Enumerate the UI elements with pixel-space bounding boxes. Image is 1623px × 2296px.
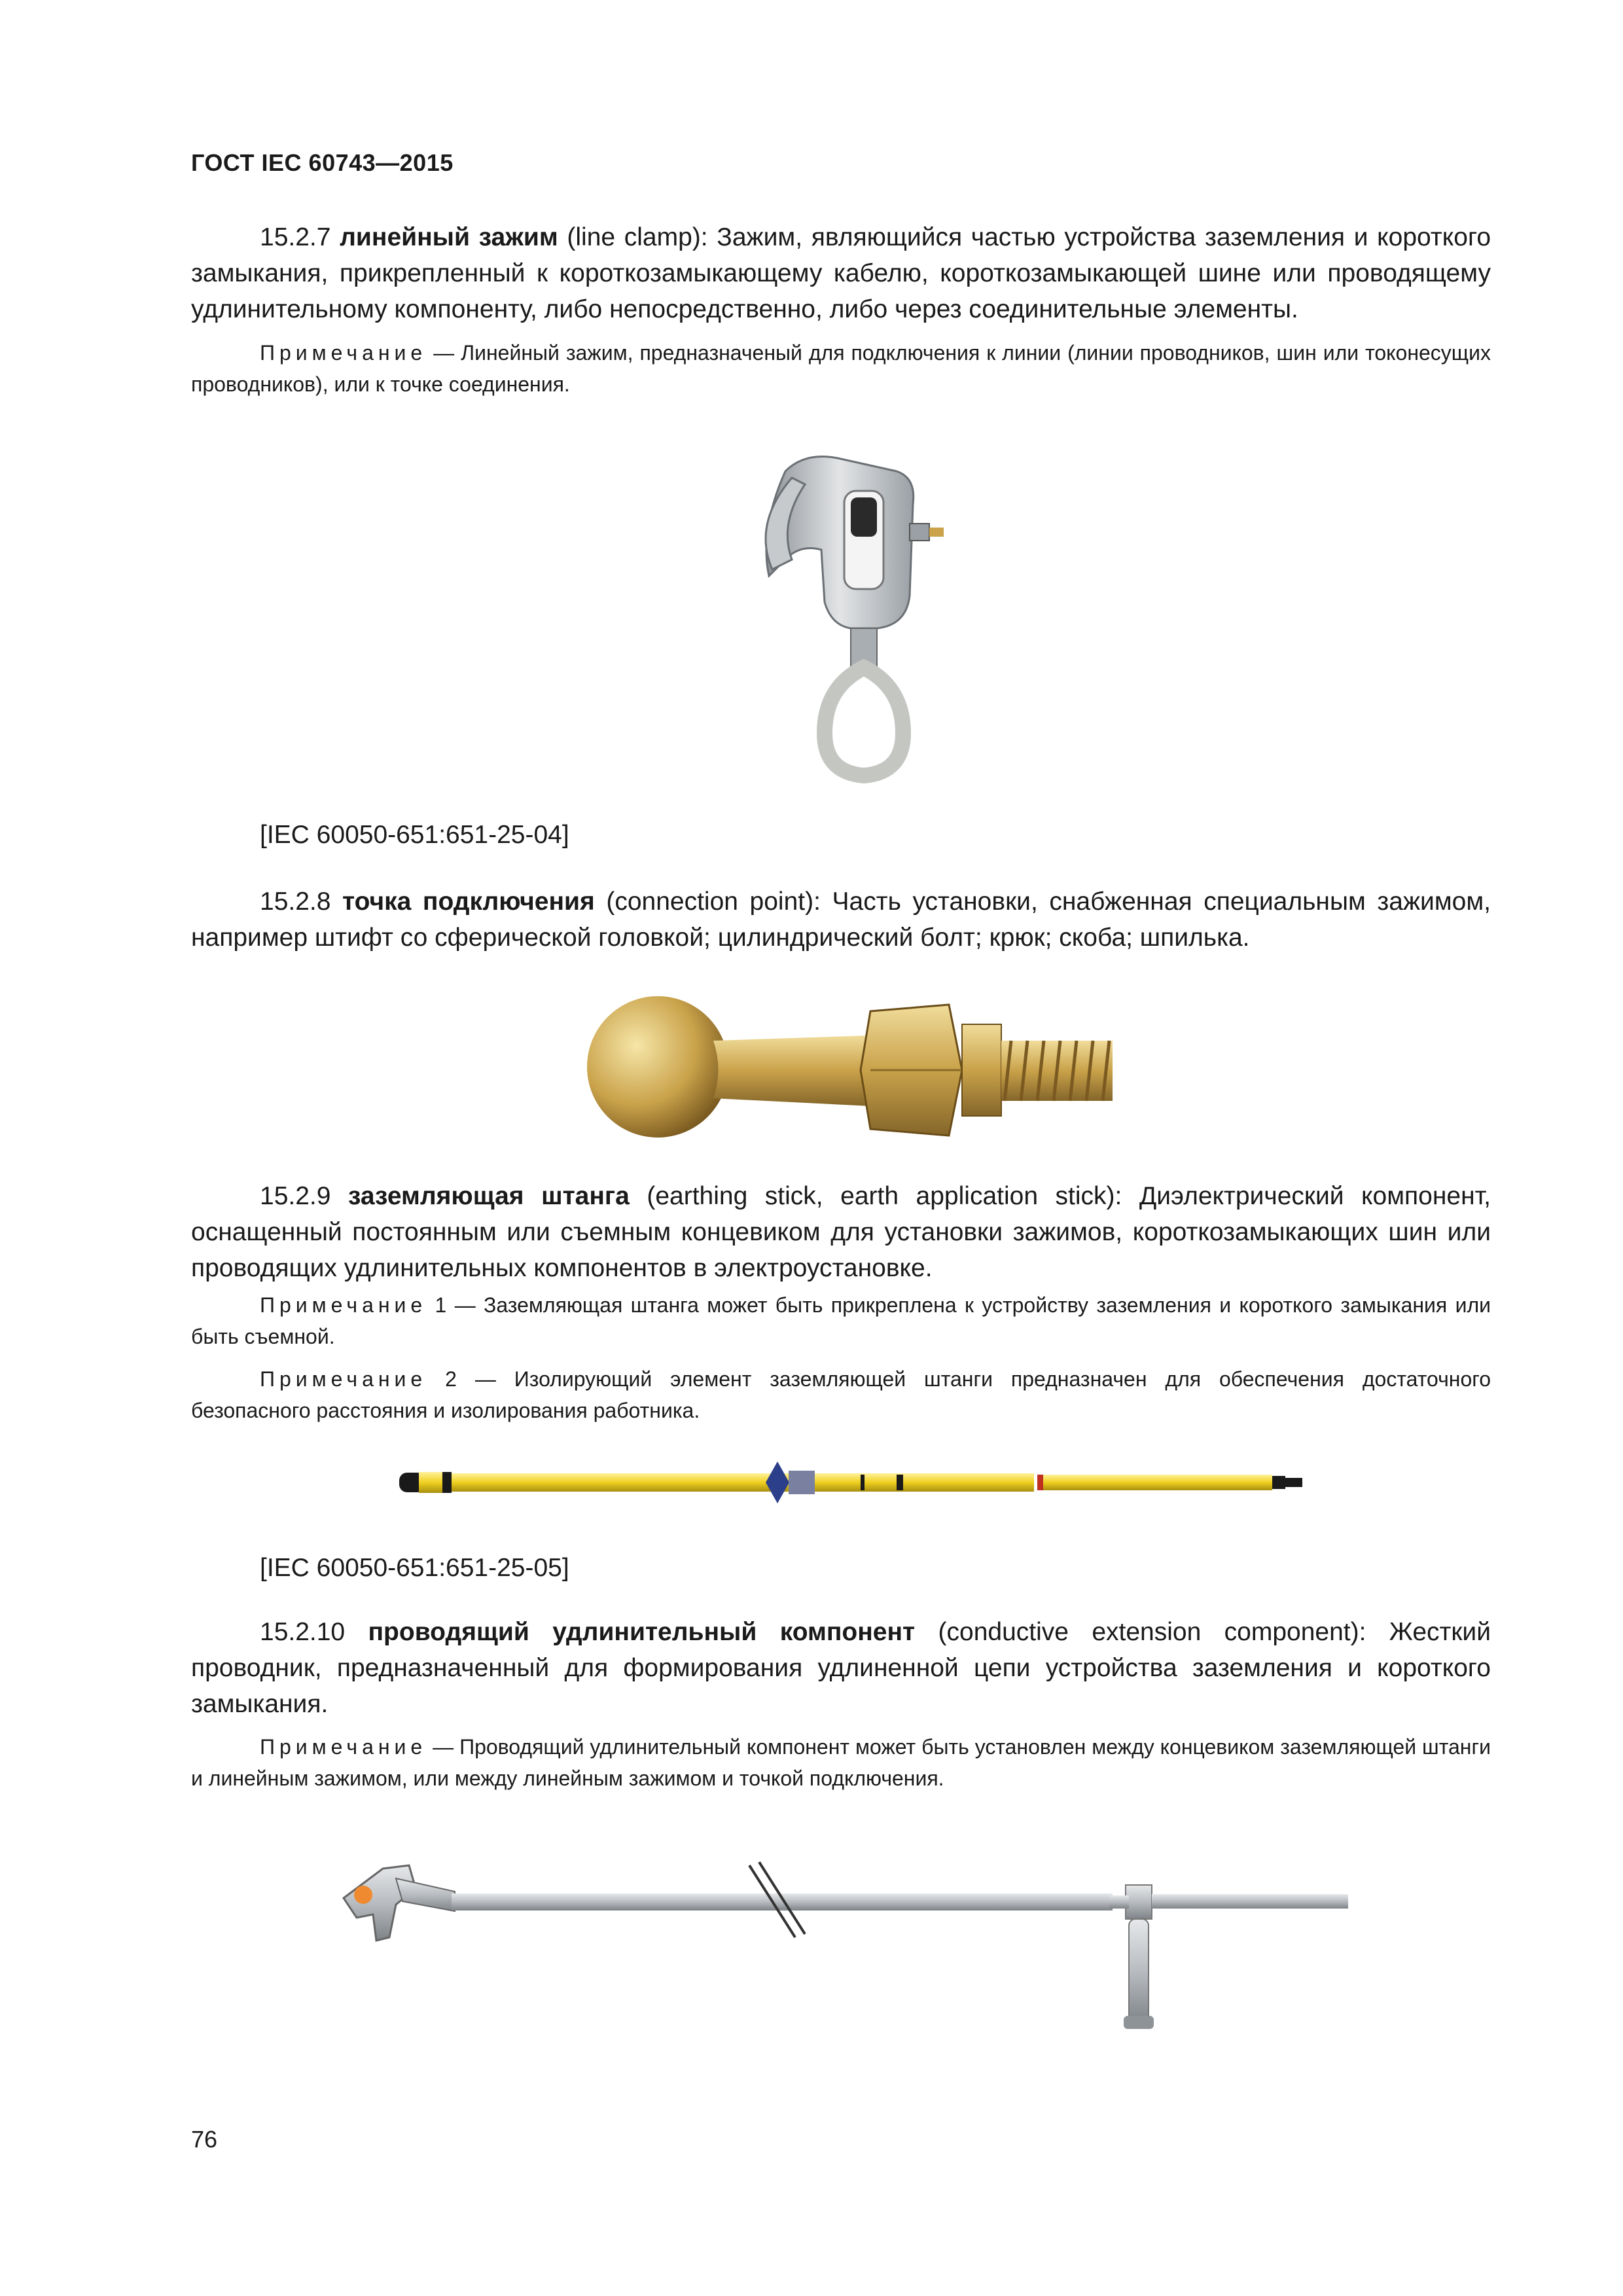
note-15-2-9-2 <box>191 1363 1491 1426</box>
definition-text: (connection point): Часть установки, снабженная специальным зажимом, например штифт со сферической головкой; цилиндрический болт; крюк; скоба; шпилька. <box>191 888 1491 952</box>
definition-text: (line clamp): Зажим, являющийся частью устройства заземления и короткого замыкания, прикрепленный к короткозамыкающему кабелю, короткозамыкающей шине или проводящему удлинительному компоненту, либо непосредственно, либо через соединительные элементы. <box>191 223 1491 323</box>
note-label: Примечание <box>260 1367 427 1391</box>
definition-text: (earthing stick, earth application stick): Диэлектрический компонент, оснащенный постоянным или съемным концевиком для установки зажимов, короткозамыкающих шин или проводящих удлинительных компонентов в электроустановке. <box>191 1182 1491 1282</box>
definition-15-2-10 <box>191 1614 1491 1722</box>
note-15-2-10 <box>191 1731 1491 1794</box>
definition-15-2-7 <box>191 219 1491 327</box>
section-number: 15.2.10 <box>260 1618 346 1646</box>
earthing-stick-image <box>399 1456 1309 1509</box>
note-number: 1 <box>427 1293 447 1317</box>
definition-15-2-9 <box>191 1178 1491 1286</box>
note-15-2-9-1 <box>191 1289 1491 1352</box>
note-label: Примечание <box>260 341 427 365</box>
term: заземляющая штанга <box>348 1182 630 1210</box>
reference-15-2-7: [IEC 60050-651:651-25-04] <box>260 821 569 849</box>
term: точка подключения <box>342 888 595 916</box>
note-15-2-7 <box>191 337 1491 400</box>
note-text: — Изолирующий элемент заземляющей штанги предназначен для обеспечения достаточного безопасного расстояния и изолирования работника. <box>191 1367 1491 1422</box>
note-text: — Проводящий удлинительный компонент может быть установлен между концевиком заземляющей штанги и линейным зажимом, или между линейным зажимом и точкой подключения. <box>191 1735 1491 1790</box>
definition-text: (conductive extension component): Жесткий проводник, предназначенный для формирования удлиненной цепи устройства заземления и короткого замыкания. <box>191 1618 1491 1718</box>
term: линейный зажим <box>340 223 558 251</box>
section-number: 15.2.7 <box>260 223 331 251</box>
term: проводящий удлинительный компонент <box>368 1618 916 1646</box>
section-number: 15.2.9 <box>260 1182 331 1210</box>
note-label: Примечание <box>260 1293 427 1317</box>
note-text: — Линейный зажим, предназначеный для подключения к линии (линии проводников, шин или токонесущих проводников), или к точке соединения. <box>191 341 1491 396</box>
line-clamp-image <box>746 445 969 785</box>
note-number: 2 <box>427 1367 457 1391</box>
document-header: ГОСТ IEC 60743—2015 <box>191 149 454 176</box>
note-label: Примечание <box>260 1735 427 1759</box>
reference-15-2-9: [IEC 60050-651:651-25-05] <box>260 1554 569 1582</box>
page-number: 76 <box>191 2126 218 2153</box>
note-text: — Заземляющая штанга может быть прикреплена к устройству заземления и короткого замыкания или быть съемной. <box>191 1293 1491 1348</box>
conductive-extension-component-image <box>330 1839 1358 2036</box>
definition-15-2-8 <box>191 884 1491 956</box>
connection-point-image <box>582 975 1119 1165</box>
section-number: 15.2.8 <box>260 888 331 916</box>
